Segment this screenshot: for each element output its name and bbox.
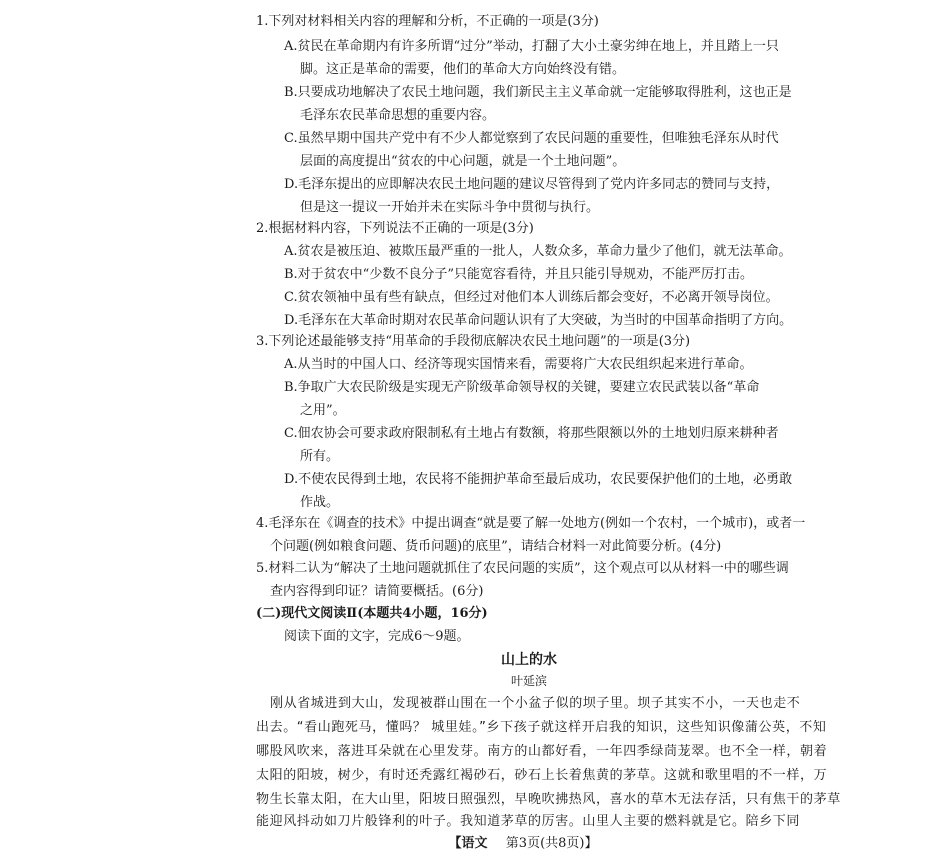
footer-subject: 【语文 <box>448 836 488 851</box>
section-heading: (二)现代文阅读Ⅱ(本题共4小题，16分) <box>256 606 488 621</box>
section-instruction: 阅读下面的文字，完成6～9题。 <box>284 629 470 644</box>
question-1-option-b-cont: 毛泽东农民革命思想的重要内容。 <box>300 108 496 123</box>
question-2-option-b: B.对于贫农中“少数不良分子”只能宽容看待，并且只能引导规劝，不能严厉打击。 <box>284 267 753 282</box>
question-3-option-b-cont: 之用”。 <box>300 403 346 418</box>
question-2-option-a: A.贫农是被压迫、被欺压最严重的一批人，人数众多，革命力量少了他们，就无法革命。 <box>284 244 792 259</box>
question-1-option-c: C.虽然早期中国共产党中有不少人都觉察到了农民问题的重要性，但唯独毛泽东从时代 <box>284 131 779 146</box>
article-paragraph-line: 出去。“看山跑死马，懂吗？ 城里娃。”乡下孩子就这样开启我的知识，这些知识像蒲公英，不知 <box>256 720 827 735</box>
question-1-option-b: B.只要成功地解决了农民土地问题，我们新民主主义革命就一定能够取得胜利，这也正是 <box>284 85 792 100</box>
article-paragraph-line: 物生长靠太阳，在大山里，阳坡日照强烈，早晚吹拂热风，喜水的草木无法存活，只有焦干的茅草 <box>256 792 841 807</box>
question-3-stem: 3.下列论述最能够支持“用革命的手段彻底解决农民土地问题”的一项是(3分) <box>256 334 691 349</box>
article-author: 叶延滨 <box>510 674 547 688</box>
question-1-option-a-cont: 脚。这正是革命的需要，他们的革命大方向始终没有错。 <box>300 62 626 77</box>
article-paragraph-line: 刚从省城进到大山，发现被群山围在一个小盆子似的坝子里。坝子其实不小，一天也走不 <box>270 696 801 711</box>
question-3-option-a: A.从当时的中国人口、经济等现实国情来看，需要将广大农民组织起来进行革命。 <box>284 357 753 372</box>
article-paragraph-line: 太阳的阳坡，树少，有时还秃露红褐砂石，砂石上长着焦黄的茅草。这就和歌里唱的不一样，万 <box>256 768 828 783</box>
article-paragraph-line: 能迎风抖动如刀片般锋利的叶子。我知道茅草的厉害。山里人主要的燃料就是它。陪乡下同 <box>256 814 801 829</box>
article-paragraph-line: 哪股风吹来，落进耳朵就在心里发芽。南方的山都好看，一年四季绿茼茏翠。也不全一样，朝着 <box>256 744 828 759</box>
question-3-option-b: B.争取广大农民阶级是实现无产阶级革命领导权的关键，要建立农民武装以备“革命 <box>284 380 760 395</box>
question-2-stem: 2.根据材料内容，下列说法不正确的一项是(3分) <box>256 221 534 236</box>
question-4-line-1: 4.毛泽东在《调查的技术》中提出调查“就是要了解一处地方(例如一个农村，一个城市)，或者一 <box>256 516 806 531</box>
question-2-option-c: C.贫农领袖中虽有些有缺点，但经过对他们本人训练后都会变好，不必离开领导岗位。 <box>284 290 779 305</box>
question-1-stem: 1.下列对材料相关内容的理解和分析，不正确的一项是(3分) <box>256 14 599 29</box>
question-3-option-d: D.不使农民得到土地，农民将不能拥护革命至最后成功，农民要保护他们的土地，必勇敢 <box>284 472 793 487</box>
question-3-option-d-cont: 作战。 <box>300 495 340 510</box>
question-3-option-c: C.佃农协会可要求政府限制私有土地占有数额，将那些限额以外的土地划归原来耕种者 <box>284 426 779 441</box>
question-3-option-c-cont: 所有。 <box>300 449 340 464</box>
footer-page-number: 第3页(共8页)】 <box>505 836 598 851</box>
question-1-option-a: A.贫民在革命期内有许多所谓“过分”举动，打翻了大小土豪劣绅在地上，并且踏上一只 <box>284 39 779 54</box>
question-2-option-d: D.毛泽东在大革命时期对农民革命问题认识有了大突破，为当时的中国革命指明了方向。 <box>284 313 793 328</box>
page-footer <box>0 834 950 854</box>
question-1-option-c-cont: 层面的高度提出“贫农的中心问题，就是一个土地问题”。 <box>300 154 626 169</box>
question-1-option-d: D.毛泽东提出的应即解决农民土地问题的建议尽管得到了党内许多同志的赞同与支持， <box>284 177 780 192</box>
question-5-line-1: 5.材料二认为“解决了土地问题就抓住了农民问题的实质”，这个观点可以从材料一中的哪些调 <box>256 561 789 576</box>
article-title: 山上的水 <box>501 652 557 668</box>
question-5-line-2: 查内容得到印证？请简要概括。(6分) <box>270 584 484 599</box>
question-1-option-d-cont: 但是这一提议一开始并未在实际斗争中贯彻与执行。 <box>300 200 600 215</box>
question-4-line-2: 个问题(例如粮食问题、货币问题)的底里”，请结合材料一对此简要分析。(4分) <box>270 539 722 554</box>
